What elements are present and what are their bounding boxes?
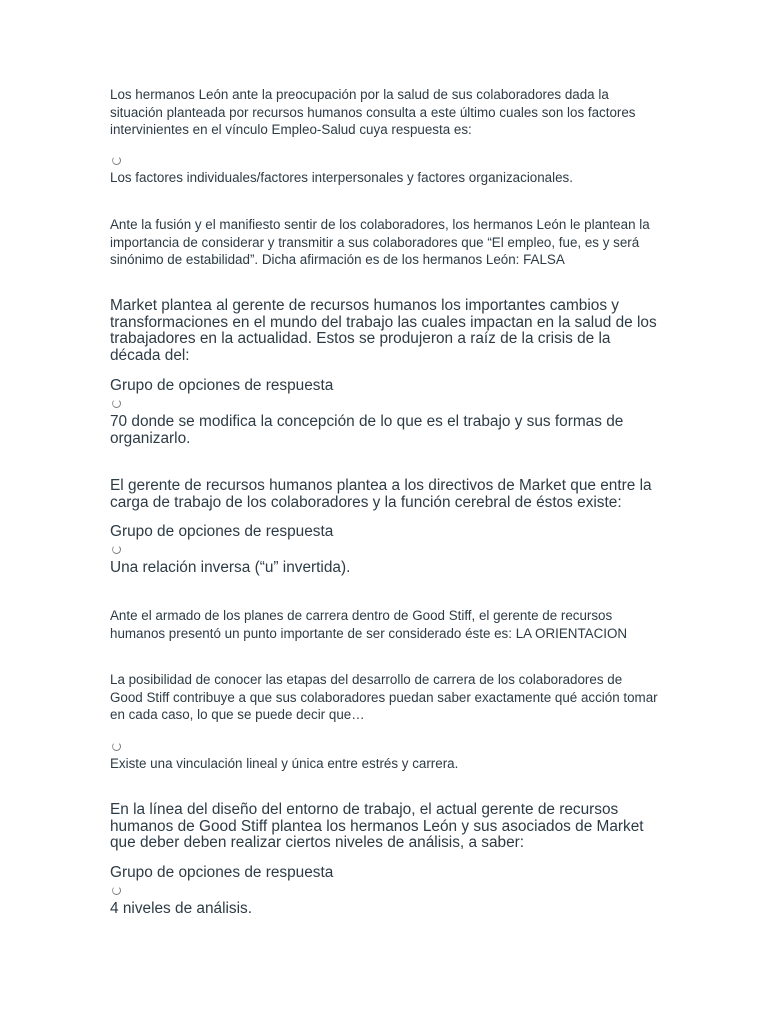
answer-group-label-3: Grupo de opciones de respuesta bbox=[110, 377, 334, 394]
answer-3-text: 70 donde se modifica la concepción de lo que es el trabajo y sus formas de organizarlo. bbox=[110, 413, 624, 447]
radio-option-3[interactable] bbox=[112, 399, 121, 408]
question-7-text: En la línea del diseño del entorno de trabajo, el actual gerente de recursos humanos de Good Stiff plantea los hermanos León y sus asociados de Market que deber deben realizar ciertos niveles de análisis, a saber: bbox=[110, 801, 644, 852]
radio-option-6[interactable] bbox=[112, 742, 121, 751]
answer-1-text: Los factores individuales/factores interpersonales y factores organizacionales. bbox=[110, 170, 573, 185]
question-3-text: Market plantea al gerente de recursos humanos los importantes cambios y transformaciones en el mundo del trabajo las cuales impactan en la salud de los trabajadores en la actualidad. Estos se produjeron a raíz de la crisis de la década del: bbox=[110, 297, 657, 364]
question-4-text: El gerente de recursos humanos plantea a los directivos de Market que entre la carga de trabajo de los colaboradores y la función cerebral de éstos existe: bbox=[110, 477, 652, 511]
radio-option-1[interactable] bbox=[112, 156, 121, 165]
answer-group-label-4: Grupo de opciones de respuesta bbox=[110, 523, 334, 540]
answer-7-text: 4 niveles de análisis. bbox=[110, 900, 253, 917]
question-1-text: Los hermanos León ante la preocupación por la salud de sus colaboradores dada la situación planteada por recursos humanos consulta a este último cuales son los factores intervinientes en el vínculo Empleo-Salud cuya respuesta es: bbox=[110, 87, 636, 137]
question-6-text: La posibilidad de conocer las etapas del desarrollo de carrera de los colaboradores de Good Stiff contribuye a que sus colaboradores puedan saber exactamente qué acción tomar en cada caso, lo que se puede decir que… bbox=[110, 672, 658, 722]
radio-option-4[interactable] bbox=[112, 545, 121, 554]
radio-option-7[interactable] bbox=[112, 886, 121, 895]
answer-group-label-7: Grupo de opciones de respuesta bbox=[110, 864, 334, 881]
question-2-text: Ante la fusión y el manifiesto sentir de los colaboradores, los hermanos León le plantean la importancia de considerar y transmitir a sus colaboradores que “El empleo, fue, es y será sinónimo de estabilidad”. Dicha afirmación es de los hermanos León: FALSA bbox=[110, 217, 650, 267]
answer-4-text: Una relación inversa (“u” invertida). bbox=[110, 559, 351, 576]
question-5-text: Ante el armado de los planes de carrera dentro de Good Stiff, el gerente de recursos humanos presentó un punto importante de ser considerado éste es: LA ORIENTACION bbox=[110, 608, 628, 641]
answer-6-text: Existe una vinculación lineal y única entre estrés y carrera. bbox=[110, 756, 459, 771]
